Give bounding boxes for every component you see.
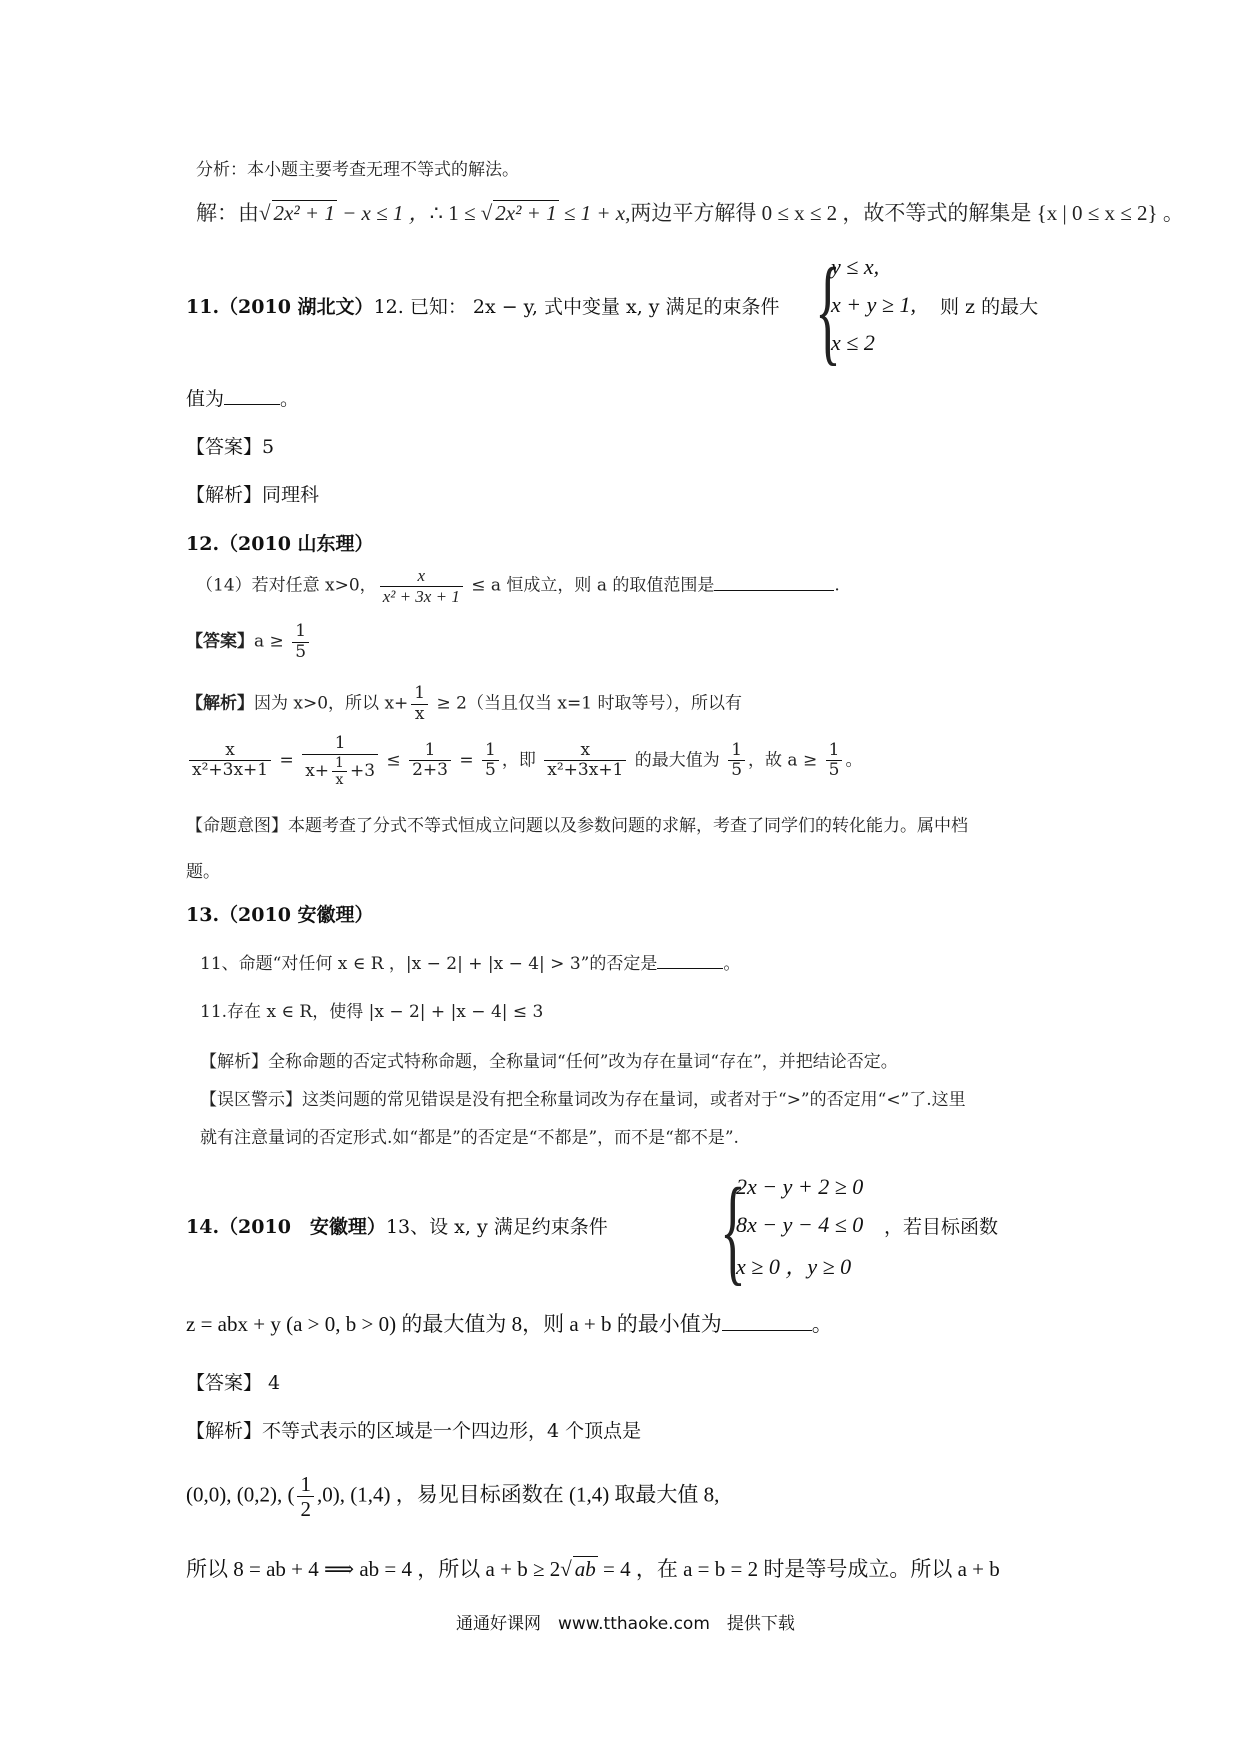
q14-line2: [186, 1312, 833, 1337]
q11-constraint: x + y ≥ 1,: [831, 292, 916, 317]
solution-rest: 两边平方解得 0 ≤ x ≤ 2 ，故不等式的解集是 {x | 0 ≤ x ≤ 2} 。: [630, 201, 1184, 225]
frac-numerator: 1: [297, 1472, 314, 1497]
q11-line2-text: 值为: [186, 388, 225, 410]
solution-line: 解：由√ 2x² + 1 − x ≤ 1 ，∴ 1 ≤ √ 2x² + 1 ≤ 1 + x,两边平方解得 0 ≤ x ≤ 2 ，故不等式的解集是 {x | 0 ≤ x ≤ 2} 。: [196, 201, 1184, 225]
fraction: [411, 684, 428, 724]
frac-denominator: x² + 3x + 1: [382, 586, 460, 606]
frac-denominator: 5: [731, 760, 743, 781]
frac-numerator: x: [380, 566, 463, 587]
le-sign: ≤: [381, 750, 407, 771]
sqrt-expr: ab: [574, 1557, 596, 1581]
answer-pre: a ≥: [254, 631, 290, 652]
q11-constraint: y ≤ x,: [831, 254, 880, 279]
fraction: [302, 734, 378, 788]
sqrt-expr-2: 2x² + 1: [495, 201, 557, 225]
q13-warning-line2: 就有注意量词的否定形式.如“都是”的否定是“不都是”，而不是“都不是”.: [200, 1128, 739, 1148]
frac-numerator: 1: [482, 741, 499, 762]
frac-numerator: x: [189, 741, 271, 762]
frac-numerator: 1: [292, 622, 309, 643]
q14-constraint: 8x − y − 4 ≤ 0: [736, 1212, 864, 1237]
equals: =: [274, 750, 300, 771]
frac-numerator: 1: [302, 734, 378, 755]
q11-line2: [186, 386, 299, 411]
q14-points: [186, 1472, 719, 1521]
q12-prompt-post: ≤ a 恒成立，则 a 的取值范围是: [465, 575, 715, 596]
q11-explain: 【解析】同理科: [186, 484, 320, 506]
q11-header: 11.（2010 湖北文）: [186, 296, 374, 318]
conclusion-pre: 所以 8 = ab + 4 ⟹ ab = 4 ，所以 a + b ≥ 2: [186, 1557, 561, 1581]
equals: =: [453, 750, 480, 771]
q11-text: 12. 已知： 2x − y, 式中变量 x, y 满足的束条件: [373, 296, 780, 318]
q11-answer: 【答案】5: [186, 436, 275, 458]
q12-answer: [186, 622, 312, 662]
q14-line2-end: 。: [811, 1312, 833, 1336]
ineq1-tail: − x ≤ 1 ，: [336, 201, 430, 225]
answer-blank: [224, 386, 280, 405]
fraction: [332, 755, 347, 788]
den-part: x+: [305, 760, 330, 781]
q12-prompt-end: .: [834, 575, 840, 596]
q14-header: 14.（2010 安徽理）: [186, 1216, 386, 1238]
frac-numerator: x: [544, 741, 626, 762]
points-post: ,0), (1,4) ，易见目标函数在 (1,4) 取最大值 8,: [316, 1482, 720, 1507]
explain-pre: 因为 x>0，所以 x+: [254, 693, 409, 714]
fraction: [297, 1472, 314, 1521]
answer-blank: [722, 1312, 812, 1331]
frac-denominator: 5: [828, 760, 840, 781]
therefore: ∴ 1 ≤: [429, 201, 481, 225]
q13-warning-line1: 【误区警示】这类问题的常见错误是没有把全称量词改为存在量词，或者对于“>”的否定用“<”了.这里: [200, 1090, 966, 1110]
analysis-line: 分析：本小题主要考查无理不等式的解法。: [196, 160, 519, 180]
fraction: [482, 741, 499, 781]
fraction: [728, 741, 745, 781]
eq-mid: ，即: [501, 750, 542, 771]
q14-constraint: x ≥ 0 ，y ≥ 0: [736, 1254, 852, 1279]
q12-equation: [186, 734, 862, 788]
q14-answer: 【答案】 4: [186, 1372, 281, 1394]
q14-conclusion: 所以 8 = ab + 4 ⟹ ab = 4 ，所以 a + b ≥ 2√ ab = 4 ，在 a = b = 2 时是等号成立。所以 a + b: [186, 1557, 1000, 1581]
fraction: [409, 741, 451, 781]
q12-prompt-pre: （14）若对任意 x>0，: [196, 575, 377, 596]
frac-denominator: x: [414, 703, 425, 724]
frac-numerator: 1: [728, 741, 745, 762]
q13-answer: 11.存在 x ∈ R，使得 |x − 2| + |x − 4| ≤ 3: [200, 1002, 544, 1022]
q14-explain: 【解析】不等式表示的区域是一个四边形，4 个顶点是: [186, 1420, 642, 1442]
eq-max: 的最大值为: [629, 750, 726, 771]
q14-after-system: ，若目标函数: [884, 1216, 999, 1238]
fraction: [189, 741, 271, 781]
frac-numerator: 1: [409, 741, 451, 762]
fraction: [380, 566, 463, 606]
answer-blank: [714, 572, 834, 591]
sqrt-expr-1: 2x² + 1: [273, 201, 335, 225]
solution-prefix: 解：由: [196, 201, 259, 225]
q14-line1: [186, 1216, 608, 1239]
answer-label: 【答案】: [186, 631, 254, 652]
frac-denominator: 2: [300, 1497, 311, 1522]
frac-denominator: 2+3: [412, 760, 448, 781]
ineq2-tail: ≤ 1 + x,: [558, 201, 631, 225]
explain-post: ≥ 2（当且仅当 x=1 时取等号），所以有: [431, 693, 742, 714]
frac-denominator: x²+3x+1: [547, 760, 624, 781]
frac-numerator: 1: [411, 684, 428, 705]
q14-constraint-system: [720, 1163, 900, 1296]
left-brace-icon: {: [720, 1163, 746, 1296]
q13-explain: 【解析】全称命题的否定式特称命题，全称量词“任何”改为存在量词“存在”，并把结论否定。: [200, 1052, 898, 1072]
fraction: [292, 622, 309, 662]
q12-intent-line1: 【命题意图】本题考查了分式不等式恒成立问题以及参数问题的求解，考查了同学们的转化能力。属中档: [186, 816, 968, 836]
left-brace-icon: {: [815, 243, 841, 376]
frac-numerator: 1: [332, 755, 347, 772]
frac-denominator: x²+3x+1: [192, 760, 269, 781]
points-pre: (0,0), (0,2), (: [186, 1482, 295, 1507]
q11-line2-end: 。: [280, 388, 300, 410]
q13-prompt-end: 。: [723, 954, 741, 974]
frac-denominator: 5: [295, 641, 307, 662]
fraction: [826, 741, 843, 781]
conclusion-post: = 4 ，在 a = b = 2 时是等号成立。所以 a + b: [597, 1557, 1000, 1581]
q12-intent-line2: 题。: [186, 862, 220, 882]
q13-prompt-text: 11、命题“对任何 x ∈ R ，|x − 2| + |x − 4| > 3”的否定是: [200, 954, 658, 974]
frac-numerator: 1: [826, 741, 843, 762]
q14-constraint: 2x − y + 2 ≥ 0: [736, 1174, 864, 1199]
den-part: +3: [349, 760, 376, 781]
explain-label: 【解析】: [186, 693, 254, 714]
q12-header: 12.（2010 山东理）: [186, 533, 374, 555]
q14-line2-text: z = abx + y (a > 0, b > 0) 的最大值为 8，则 a + b 的最小值为: [186, 1312, 722, 1336]
q11-after-system: 则 z 的最大: [940, 296, 1039, 318]
fraction: [544, 741, 626, 781]
q12-prompt: [196, 566, 840, 606]
page-footer: 通通好课网 www.tthaoke.com 提供下载: [456, 1614, 795, 1634]
frac-denominator: [302, 755, 378, 788]
frac-denominator: 5: [485, 760, 496, 781]
eq-so: ，故 a ≥: [748, 750, 823, 771]
answer-blank: [657, 950, 723, 969]
eq-end: 。: [845, 750, 863, 771]
q11-constraint: x ≤ 2: [831, 330, 875, 355]
q13-prompt: [200, 950, 740, 974]
q13-header: 13.（2010 安徽理）: [186, 904, 374, 926]
q14-text: 13、设 x, y 满足约束条件: [385, 1216, 608, 1238]
q12-explain: [186, 684, 742, 724]
frac-denominator: x: [335, 771, 344, 788]
q11-line1: [186, 296, 780, 319]
